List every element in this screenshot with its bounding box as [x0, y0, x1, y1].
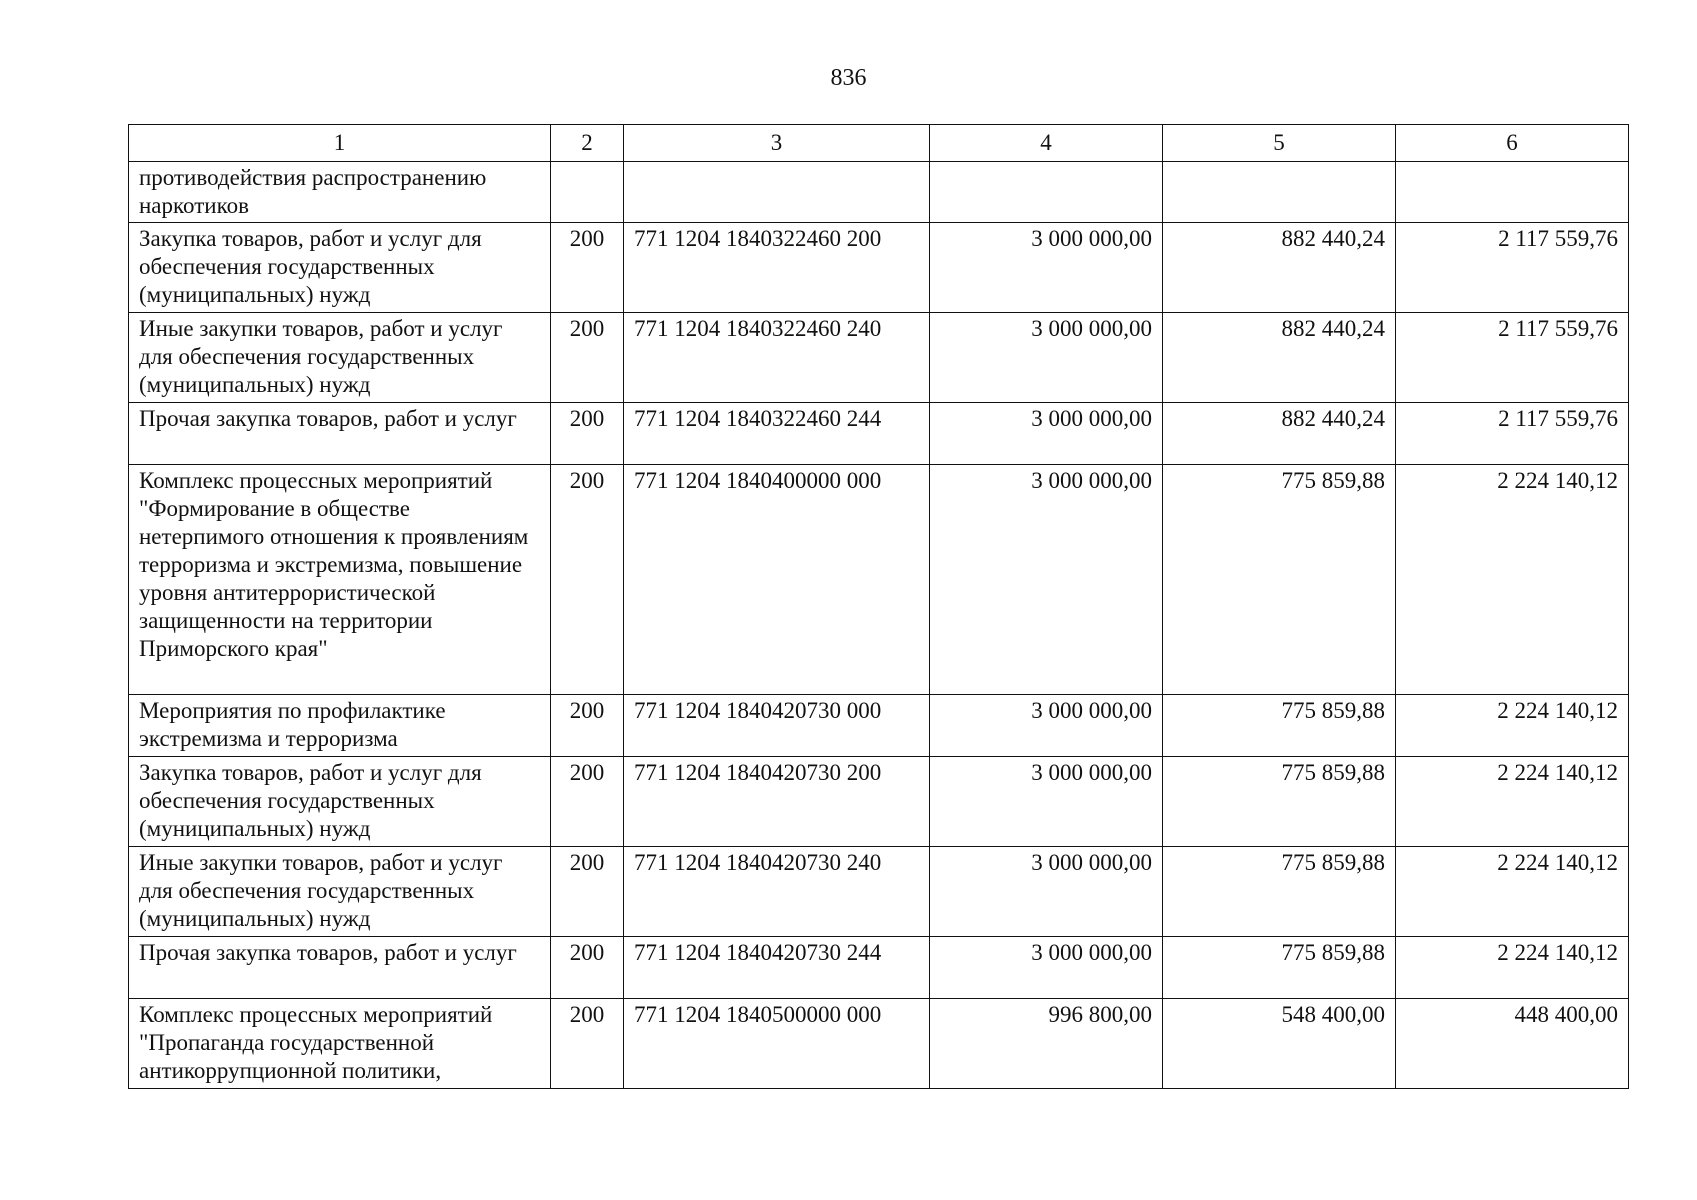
- row-col4-cell: 3 000 000,00: [930, 465, 1163, 695]
- row-col5-cell: 775 859,88: [1163, 695, 1396, 757]
- row-name-cell: Мероприятия по профилактике экстремизма и терроризма: [129, 695, 551, 757]
- row-kbk-cell: 771 1204 1840322460 200: [624, 223, 930, 313]
- row-name-cell: Иные закупки товаров, работ и услуг для обеспечения государственных (муниципальных) нужд: [129, 313, 551, 403]
- row-col6-cell: 2 117 559,76: [1396, 223, 1629, 313]
- table-body: [129, 162, 1629, 1089]
- row-name-cell: Прочая закупка товаров, работ и услуг: [129, 937, 551, 999]
- row-kbk-cell: 771 1204 1840400000 000: [624, 465, 930, 695]
- row-col4-cell: 3 000 000,00: [930, 695, 1163, 757]
- row-code-cell: 200: [551, 403, 624, 465]
- row-col4-cell: 996 800,00: [930, 999, 1163, 1089]
- row-name-cell: противодействия распространению наркотиков: [129, 162, 551, 223]
- row-col6-cell: 2 224 140,12: [1396, 757, 1629, 847]
- row-name-cell: Комплекс процессных мероприятий "Формирование в обществе нетерпимого отношения к проявлениям терроризма и экстремизма, повышение уровня антитеррористической защищенности на территории Приморского края": [129, 465, 551, 695]
- row-code-cell: 200: [551, 999, 624, 1089]
- row-name-cell: Иные закупки товаров, работ и услуг для обеспечения государственных (муниципальных) нужд: [129, 847, 551, 937]
- row-kbk-cell: 771 1204 1840420730 000: [624, 695, 930, 757]
- row-col6-cell: 2 224 140,12: [1396, 465, 1629, 695]
- row-kbk-cell: 771 1204 1840420730 240: [624, 847, 930, 937]
- table-row: [129, 403, 1629, 465]
- table-row: [129, 757, 1629, 847]
- table-header: [129, 125, 1629, 162]
- table-row: [129, 313, 1629, 403]
- row-col5-cell: 775 859,88: [1163, 847, 1396, 937]
- row-code-cell: 200: [551, 695, 624, 757]
- row-kbk-cell: 771 1204 1840500000 000: [624, 999, 930, 1089]
- page-number: 836: [830, 65, 867, 91]
- row-kbk-cell: [624, 162, 930, 223]
- row-col6-cell: 2 117 559,76: [1396, 403, 1629, 465]
- row-col4-cell: 3 000 000,00: [930, 313, 1163, 403]
- row-code-cell: 200: [551, 223, 624, 313]
- row-name-cell: Прочая закупка товаров, работ и услуг: [129, 403, 551, 465]
- header-cell-6: 6: [1396, 125, 1629, 162]
- budget-table: [128, 124, 1629, 1089]
- row-kbk-cell: 771 1204 1840322460 240: [624, 313, 930, 403]
- row-col4-cell: 3 000 000,00: [930, 403, 1163, 465]
- header-cell-3: 3: [624, 125, 930, 162]
- row-col5-cell: 882 440,24: [1163, 313, 1396, 403]
- header-cell-5: 5: [1163, 125, 1396, 162]
- row-col5-cell: 882 440,24: [1163, 403, 1396, 465]
- row-kbk-cell: 771 1204 1840420730 244: [624, 937, 930, 999]
- row-col5-cell: 775 859,88: [1163, 937, 1396, 999]
- row-col5-cell: 775 859,88: [1163, 465, 1396, 695]
- row-col6-cell: 448 400,00: [1396, 999, 1629, 1089]
- row-code-cell: 200: [551, 847, 624, 937]
- row-code-cell: [551, 162, 624, 223]
- row-kbk-cell: 771 1204 1840420730 200: [624, 757, 930, 847]
- row-col5-cell: 775 859,88: [1163, 757, 1396, 847]
- row-col6-cell: 2 224 140,12: [1396, 847, 1629, 937]
- row-col4-cell: [930, 162, 1163, 223]
- header-cell-1: 1: [129, 125, 551, 162]
- row-code-cell: 200: [551, 937, 624, 999]
- row-code-cell: 200: [551, 757, 624, 847]
- table-row: [129, 695, 1629, 757]
- row-col5-cell: [1163, 162, 1396, 223]
- header-cell-2: 2: [551, 125, 624, 162]
- table-row: [129, 847, 1629, 937]
- row-col4-cell: 3 000 000,00: [930, 757, 1163, 847]
- row-name-cell: Закупка товаров, работ и услуг для обеспечения государственных (муниципальных) нужд: [129, 223, 551, 313]
- row-col6-cell: 2 117 559,76: [1396, 313, 1629, 403]
- table-row: [129, 937, 1629, 999]
- row-col4-cell: 3 000 000,00: [930, 223, 1163, 313]
- table-row: [129, 999, 1629, 1089]
- row-col4-cell: 3 000 000,00: [930, 847, 1163, 937]
- row-col6-cell: [1396, 162, 1629, 223]
- row-col6-cell: 2 224 140,12: [1396, 937, 1629, 999]
- row-col6-cell: 2 224 140,12: [1396, 695, 1629, 757]
- table-row: [129, 223, 1629, 313]
- table-row: [129, 162, 1629, 223]
- row-name-cell: Комплекс процессных мероприятий "Пропаганда государственной антикоррупционной политики,: [129, 999, 551, 1089]
- row-kbk-cell: 771 1204 1840322460 244: [624, 403, 930, 465]
- row-col4-cell: 3 000 000,00: [930, 937, 1163, 999]
- row-code-cell: 200: [551, 313, 624, 403]
- row-col5-cell: 548 400,00: [1163, 999, 1396, 1089]
- row-col5-cell: 882 440,24: [1163, 223, 1396, 313]
- row-code-cell: 200: [551, 465, 624, 695]
- row-name-cell: Закупка товаров, работ и услуг для обеспечения государственных (муниципальных) нужд: [129, 757, 551, 847]
- header-cell-4: 4: [930, 125, 1163, 162]
- table-row: [129, 465, 1629, 695]
- header-row: [129, 125, 1629, 162]
